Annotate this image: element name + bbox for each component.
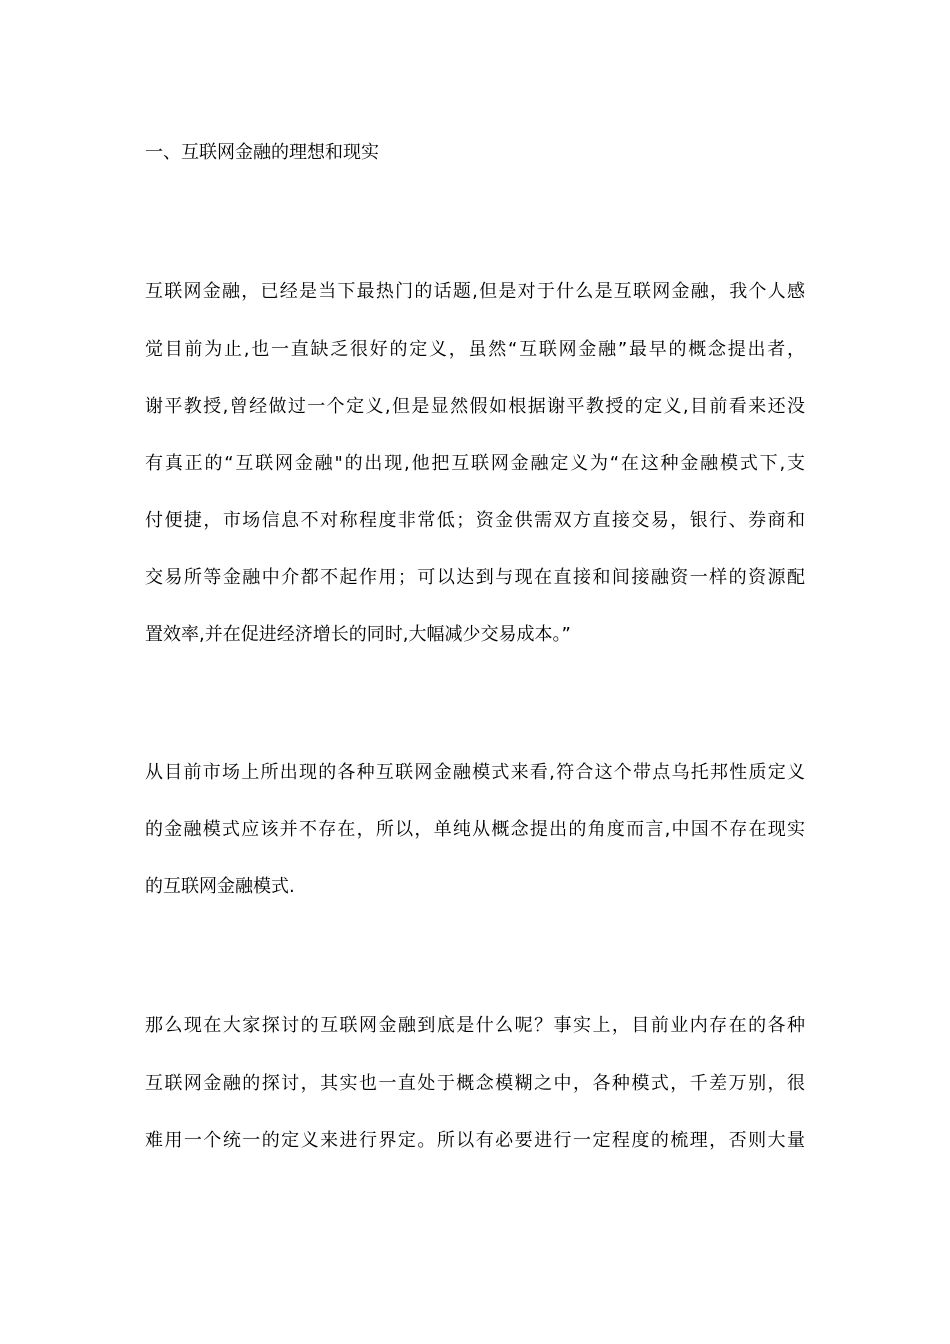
paragraph-line: 有真正的“互联网金融"的出现,他把互联网金融定义为“在这种金融模式下,支 — [145, 453, 805, 474]
paragraph-line: 难用一个统一的定义来进行界定。所以有必要进行一定程度的梳理，否则大量 — [145, 1130, 805, 1151]
paragraph-line: 互联网金融的探讨，其实也一直处于概念模糊之中，各种模式，千差万别，很 — [145, 1073, 805, 1094]
paragraph-line: 觉目前为止,也一直缺乏很好的定义，虽然“互联网金融”最早的概念提出者， — [145, 339, 805, 360]
paragraph-line: 的金融模式应该并不存在，所以，单纯从概念提出的角度而言,中国不存在现实 — [145, 819, 805, 840]
paragraph-line: 互联网金融，已经是当下最热门的话题,但是对于什么是互联网金融，我个人感 — [145, 281, 805, 302]
paragraph-line: 谢平教授,曾经做过一个定义,但是显然假如根据谢平教授的定义,目前看来还没 — [145, 396, 805, 417]
paragraph-line: 从目前市场上所出现的各种互联网金融模式来看,符合这个带点乌托邦性质定义 — [145, 762, 805, 783]
paragraph-line: 那么现在大家探讨的互联网金融到底是什么呢？事实上，目前业内存在的各种 — [145, 1015, 805, 1036]
section-heading: 一、互联网金融的理想和现实 — [145, 142, 379, 163]
paragraph-line: 置效率,并在促进经济增长的同时,大幅减少交易成本。” — [145, 624, 571, 645]
paragraph-line: 的互联网金融模式. — [145, 876, 295, 897]
paragraph-line: 付便捷，市场信息不对称程度非常低；资金供需双方直接交易，银行、券商和 — [145, 510, 805, 531]
paragraph-line: 交易所等金融中介都不起作用；可以达到与现在直接和间接融资一样的资源配 — [145, 567, 805, 588]
